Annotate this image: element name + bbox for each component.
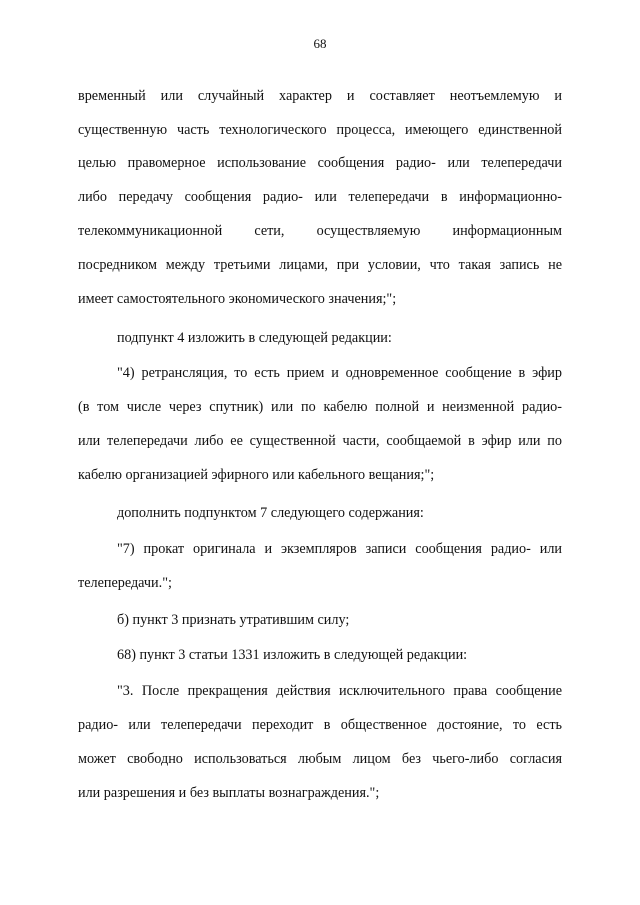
text-line-1: временный или случайный характер и составляет неотъемлемую и bbox=[78, 88, 562, 104]
text-line-9: "4) ретрансляция, то есть прием и одновременное сообщение в эфир bbox=[117, 365, 562, 381]
text-line-4: либо передачу сообщения радио- или телепередачи в информационно- bbox=[78, 189, 562, 205]
text-line-13: дополнить подпунктом 7 следующего содержания: bbox=[117, 505, 424, 521]
text-line-6: посредником между третьими лицами, при условии, что такая запись не bbox=[78, 257, 562, 273]
text-line-20: может свободно использоваться любым лицом без чьего-либо согласия bbox=[78, 751, 562, 767]
text-line-21: или разрешения и без выплаты вознаграждения."; bbox=[78, 785, 380, 801]
text-line-19: радио- или телепередачи переходит в общественное достояние, то есть bbox=[78, 717, 562, 733]
text-line-10: (в том числе через спутник) или по кабелю полной и неизменной радио- bbox=[78, 399, 562, 415]
text-line-14: "7) прокат оригинала и экземпляров записи сообщения радио- или bbox=[117, 541, 562, 557]
text-line-11: или телепередачи либо ее существенной части, сообщаемой в эфир или по bbox=[78, 433, 562, 449]
text-line-2: существенную часть технологического процесса, имеющего единственной bbox=[78, 122, 562, 138]
text-line-5: телекоммуникационной сети, осуществляемую информационным bbox=[78, 223, 562, 239]
text-line-7: имеет самостоятельного экономического значения;"; bbox=[78, 291, 397, 307]
text-line-8: подпункт 4 изложить в следующей редакции: bbox=[117, 330, 392, 346]
text-line-3: целью правомерное использование сообщения радио- или телепередачи bbox=[78, 155, 562, 171]
text-line-18: "3. После прекращения действия исключительного права сообщение bbox=[117, 683, 562, 699]
text-line-17: 68) пункт 3 статьи 1331 изложить в следующей редакции: bbox=[117, 647, 468, 663]
page-number: 68 bbox=[313, 36, 327, 51]
text-line-15: телепередачи."; bbox=[78, 575, 172, 591]
text-line-16: б) пункт 3 признать утратившим силу; bbox=[117, 612, 350, 628]
text-line-12: кабелю организацией эфирного или кабельного вещания;"; bbox=[78, 467, 435, 483]
